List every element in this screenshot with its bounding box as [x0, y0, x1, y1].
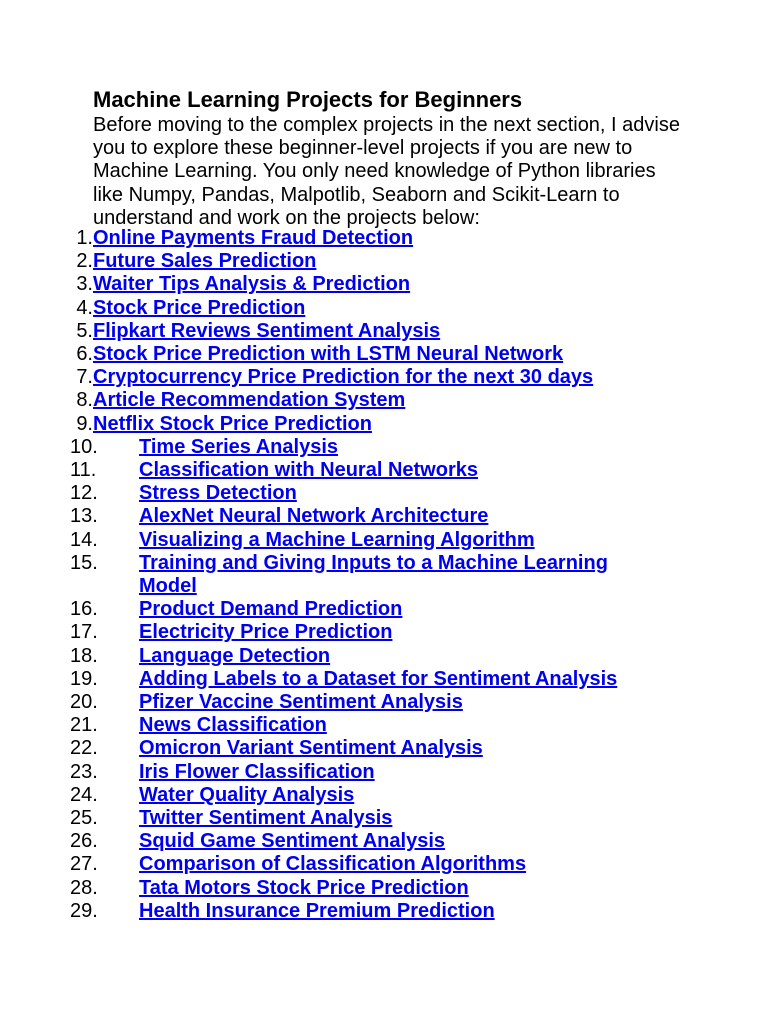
- list-item: [0, 668, 617, 691]
- item-number: 9.: [76, 412, 93, 435]
- list-item: [0, 227, 617, 250]
- project-link[interactable]: News Classification: [139, 714, 327, 737]
- list-item: [0, 598, 617, 621]
- list-item: [0, 482, 617, 505]
- project-link[interactable]: Twitter Sentiment Analysis: [139, 807, 393, 830]
- item-number: 16.: [70, 598, 98, 621]
- project-link[interactable]: Squid Game Sentiment Analysis: [139, 830, 446, 853]
- project-link[interactable]: Health Insurance Premium Prediction: [139, 899, 495, 922]
- item-number: 12.: [70, 482, 98, 505]
- item-number: 23.: [70, 760, 98, 783]
- project-link[interactable]: Pfizer Vaccine Sentiment Analysis: [139, 691, 463, 714]
- project-link[interactable]: AlexNet Neural Network Architecture: [139, 505, 489, 528]
- project-link[interactable]: Waiter Tips Analysis & Prediction: [93, 273, 411, 296]
- list-item: [0, 250, 617, 273]
- list-item: [0, 459, 617, 482]
- project-link[interactable]: Future Sales Prediction: [93, 250, 317, 273]
- item-number: 5.: [76, 319, 93, 342]
- list-item: [0, 320, 617, 343]
- list-item: [0, 413, 617, 436]
- item-number: 4.: [76, 296, 93, 319]
- project-link[interactable]: Water Quality Analysis: [139, 783, 355, 806]
- list-item: [0, 366, 617, 389]
- list-item: [0, 529, 617, 552]
- project-link[interactable]: Language Detection: [139, 644, 331, 667]
- project-link[interactable]: Stock Price Prediction: [93, 296, 306, 319]
- list-item: [0, 784, 617, 807]
- project-link[interactable]: Adding Labels to a Dataset for Sentiment Analysis: [139, 667, 618, 690]
- section-heading: Machine Learning Projects for Beginners: [93, 87, 523, 112]
- item-number: 15.: [70, 551, 98, 574]
- project-list: [0, 227, 617, 923]
- project-link[interactable]: Time Series Analysis: [139, 435, 339, 458]
- project-link[interactable]: Omicron Variant Sentiment Analysis: [139, 737, 483, 760]
- list-item: [0, 505, 617, 528]
- item-number: 14.: [70, 528, 98, 551]
- item-number: 13.: [70, 505, 98, 528]
- project-link[interactable]: Stress Detection: [139, 482, 297, 505]
- list-item: [0, 853, 617, 876]
- list-item: [0, 830, 617, 853]
- item-number: 24.: [70, 783, 98, 806]
- item-number: 28.: [70, 876, 98, 899]
- list-item: [0, 761, 617, 784]
- list-item: [0, 273, 617, 296]
- item-number: 17.: [70, 621, 98, 644]
- project-link[interactable]: Article Recommendation System: [93, 389, 406, 412]
- project-link-continuation[interactable]: Model: [139, 575, 197, 598]
- list-item: [0, 297, 617, 320]
- list-item: [0, 552, 617, 598]
- item-number: 7.: [76, 366, 93, 389]
- project-link[interactable]: Product Demand Prediction: [139, 598, 403, 621]
- item-number: 18.: [70, 644, 98, 667]
- list-item: [0, 807, 617, 830]
- list-item: [0, 343, 617, 366]
- item-number: 2.: [76, 250, 93, 273]
- intro-paragraph: Before moving to the complex projects in the next section, I advise you to explore these beginner-level projects if you are new to Machine Learning. You only need knowledge of Python libraries like Numpy, Pandas, Malpotlib, Seaborn and Scikit-Learn to understand and work on the projects below:: [93, 114, 680, 229]
- item-number: 19.: [70, 667, 98, 690]
- list-item: [0, 900, 617, 923]
- project-link[interactable]: Cryptocurrency Price Prediction for the next 30 days: [93, 366, 594, 389]
- item-number: 8.: [76, 389, 93, 412]
- list-item: [0, 436, 617, 459]
- item-number: 11.: [70, 459, 97, 482]
- project-link[interactable]: Training and Giving Inputs to a Machine Learning: [139, 551, 608, 574]
- item-number: 26.: [70, 830, 98, 853]
- list-item: [0, 645, 617, 668]
- list-item: [0, 877, 617, 900]
- project-link[interactable]: Classification with Neural Networks: [139, 459, 478, 482]
- item-number: 29.: [70, 899, 98, 922]
- list-item: [0, 621, 617, 644]
- project-link[interactable]: Stock Price Prediction with LSTM Neural Network: [93, 343, 564, 366]
- item-number: 22.: [70, 737, 98, 760]
- project-link[interactable]: Visualizing a Machine Learning Algorithm: [139, 528, 535, 551]
- project-link[interactable]: Netflix Stock Price Prediction: [93, 412, 372, 435]
- project-link[interactable]: Tata Motors Stock Price Prediction: [139, 876, 469, 899]
- item-number: 25.: [70, 807, 98, 830]
- project-link[interactable]: Comparison of Classification Algorithms: [139, 853, 527, 876]
- project-link[interactable]: Online Payments Fraud Detection: [93, 227, 414, 249]
- item-number: 27.: [70, 853, 98, 876]
- item-number: 21.: [70, 714, 98, 737]
- list-item: [0, 691, 617, 714]
- item-number: 20.: [70, 691, 98, 714]
- project-link[interactable]: Iris Flower Classification: [139, 760, 375, 783]
- list-item: [0, 389, 617, 412]
- item-number: 1.: [76, 227, 93, 249]
- item-number: 10.: [70, 435, 98, 458]
- item-number: 3.: [76, 273, 93, 296]
- item-number: 6.: [76, 343, 93, 366]
- list-item: [0, 714, 617, 737]
- project-link[interactable]: Electricity Price Prediction: [139, 621, 393, 644]
- list-item: [0, 737, 617, 760]
- project-link[interactable]: Flipkart Reviews Sentiment Analysis: [93, 319, 441, 342]
